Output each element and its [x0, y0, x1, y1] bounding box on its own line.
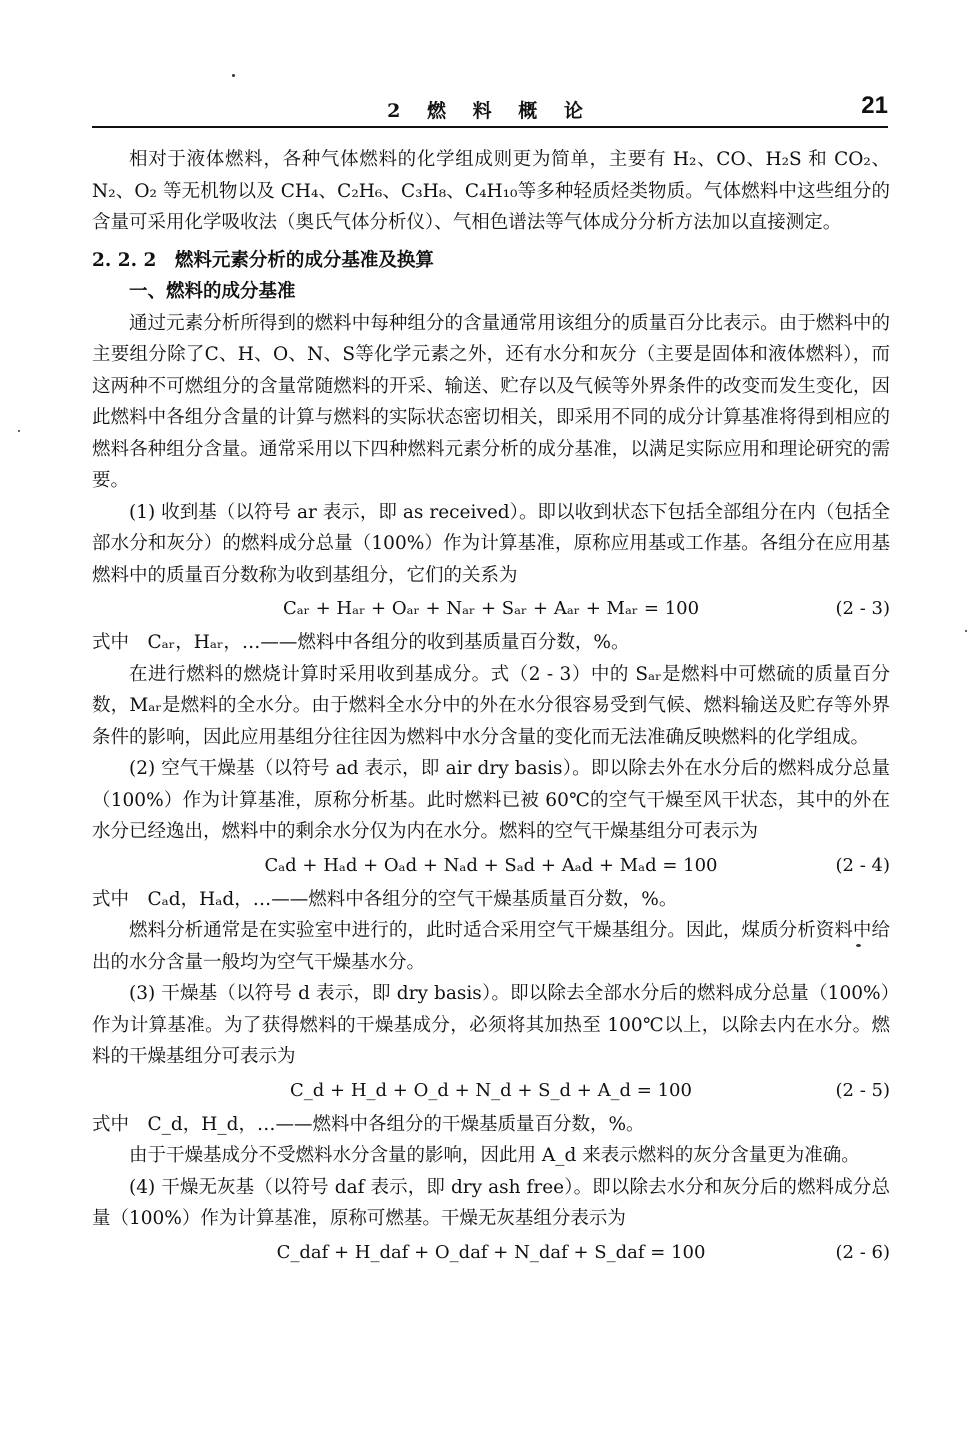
paragraph-as-received: (1) 收到基（以符号 ar 表示，即 as received）。即以收到状态下包括全部组分在内（包括全部水分和灰分）的燃料成分总量（100%）作为计算基准，原称应用基或工作基。各组分在应用基燃料中的质量百分数称为收到基组分，它们的关系为 — [92, 501, 890, 586]
equation-formula: C_d + H_d + O_d + N_d + S_d + A_d = 100 — [290, 1079, 692, 1101]
subsection-heading: 一、燃料的成分基准 — [129, 281, 296, 302]
paragraph-as-received-note: 在进行燃料的燃烧计算时采用收到基成分。式（2 - 3）中的 Sₐᵣ是燃料中可燃硫的质量百分数，Mₐᵣ是燃料的全水分。由于燃料全水分中的外在水分很容易受到气候、燃料输送及贮存等外界条件的影响，因此应用基组分往往因为燃料中水分含量的变化而无法准确反映燃料的化学组成。 — [92, 663, 890, 748]
equation-definition: 式中 Cₐᵣ，Hₐᵣ，…——燃料中各组分的收到基质量百分数，%。 — [92, 632, 630, 653]
paragraph-air-dry: (2) 空气干燥基（以符号 ad 表示，即 air dry basis）。即以除去外在水分后的燃料成分总量（100%）作为计算基准，原称分析基。此时燃料已被 60℃的空气干燥至风干状态，其中的外在水分已经逸出，燃料中的剩余水分仅为内在水分。燃料的空气干燥基组分可表示为 — [92, 758, 890, 842]
equation-2-6 — [92, 1235, 890, 1271]
scan-speck — [18, 430, 20, 432]
equation-2-4 — [92, 848, 890, 884]
header-rule — [92, 126, 888, 128]
equation-2-5 — [92, 1073, 890, 1109]
equation-definition: 式中 C_d，H_d，…——燃料中各组分的干燥基质量百分数，%。 — [92, 1113, 645, 1135]
equation-number: (2 - 3) — [835, 598, 890, 619]
paragraph-dry-basis-note: 由于干燥基成分不受燃料水分含量的影响，因此用 A_d 来表示燃料的灰分含量更为准确。 — [129, 1145, 860, 1166]
page-body — [92, 144, 890, 1271]
page-header — [92, 92, 888, 128]
equation-number: (2 - 6) — [835, 1241, 890, 1263]
page-number: 21 — [861, 92, 888, 119]
scan-speck — [232, 74, 235, 77]
equation-number: (2 - 4) — [835, 854, 890, 876]
equation-number: (2 - 5) — [835, 1079, 890, 1101]
paragraph-dry-ash-free: (4) 干燥无灰基（以符号 daf 表示，即 dry ash free）。即以除去水分和灰分后的燃料成分总量（100%）作为计算基准，原称可燃基。干燥无灰基组分表示为 — [92, 1176, 890, 1229]
chapter-title: 2 燃 料 概 论 — [387, 100, 593, 122]
scan-speck — [965, 630, 967, 632]
equation-2-3 — [92, 591, 890, 627]
paragraph-dry-basis: (3) 干燥基（以符号 d 表示，即 dry basis）。即以除去全部水分后的燃料成分总量（100%）作为计算基准。为了获得燃料的干燥基成分，必须将其加热至 100℃以上，以除去内在水分。燃料的干燥基组分可表示为 — [92, 983, 890, 1067]
equation-formula: Cₐᵣ + Hₐᵣ + Oₐᵣ + Nₐᵣ + Sₐᵣ + Aₐᵣ + Mₐᵣ = 100 — [282, 598, 700, 619]
equation-definition: 式中 Cₐd，Hₐd，…——燃料中各组分的空气干燥基质量百分数，%。 — [92, 888, 678, 910]
section-heading: 2. 2. 2 燃料元素分析的成分基准及换算 — [92, 249, 434, 271]
equation-formula: Cₐd + Hₐd + Oₐd + Nₐd + Sₐd + Aₐd + Mₐd = 100 — [264, 854, 718, 876]
scan-speck — [856, 944, 861, 947]
paragraph-gas-fuel: 相对于液体燃料，各种气体燃料的化学组成则更为简单，主要有 H₂、CO、H₂S 和 CO₂、N₂、O₂ 等无机物以及 CH₄、C₂H₆、C₃H₈、C₄H₁₀等多种轻质烃类物质。气体燃料中这些组分的含量可采用化学吸收法（奥氏气体分析仪）、气相色谱法等气体成分分析方法加以直接测定。 — [92, 149, 890, 233]
paragraph-air-dry-note: 燃料分析通常是在实验室中进行的，此时适合采用空气干燥基组分。因此，煤质分析资料中给出的水分含量一般均为空气干燥基水分。 — [92, 920, 890, 973]
paragraph-basis-intro: 通过元素分析所得到的燃料中每种组分的含量通常用该组分的质量百分比表示。由于燃料中的主要组分除了C、H、O、N、S等化学元素之外，还有水分和灰分（主要是固体和液体燃料），而这两种不可燃组分的含量常随燃料的开采、输送、贮存以及气候等外界条件的改变而发生变化，因此燃料中各组分含量的计算与燃料的实际状态密切相关，即采用不同的成分计算基准将得到相应的燃料各种组分含量。通常采用以下四种燃料元素分析的成分基准，以满足实际应用和理论研究的需要。 — [92, 312, 890, 491]
equation-formula: C_daf + H_daf + O_daf + N_daf + S_daf = 100 — [276, 1241, 706, 1263]
